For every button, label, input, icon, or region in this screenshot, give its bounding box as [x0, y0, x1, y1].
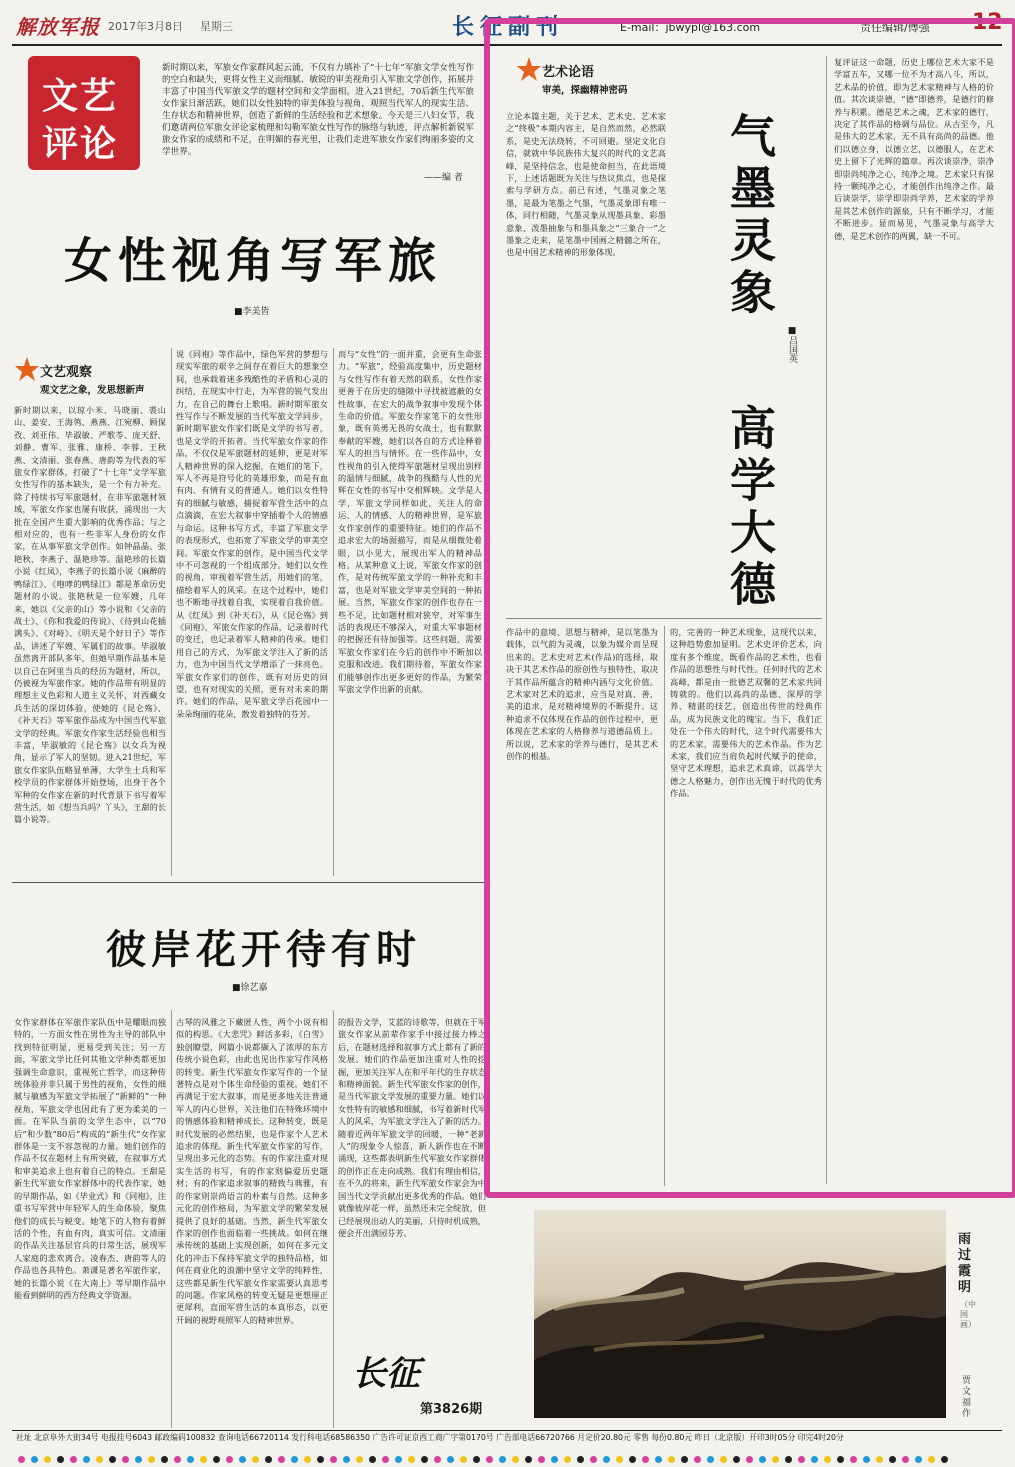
article3-author: ■吕国英	[787, 326, 797, 363]
column-logo-line1: 文艺	[42, 75, 119, 117]
article2-col1: 女作家群体在军旅作家队伍中是耀眼而独特的，一方面女性在男性为主导的部队中找到特征明显，更易受到关注；另一方面，军旅文学比任何其他文学种类都更加强调生命意识，重视死亡哲学，而这种传统体验并非只属于男性的视角，女性的细腻与敏感为军旅文学拓展了“新鲜的”一种视角，军旅文学也因此有了更为柔美的一面。在军队当前的文学生态中，以“70后”和少数“80后”构成的“新生代”女作家群体是一支不容忽视的力量。她们创作的作品不仅在题材上有所突破，在叙事方式和审美追求上也有着自己的特点。王甜是新生代军旅女作家群体中的代表作家，她的早期作品，如《毕业式》和《同袍》，注重书写军营中年轻军人的生命体验，聚焦他们的成长与蜕变。她笔下的人物有着鲜活的个性，有血有肉，真实可信。文清丽的作品关注基层官兵的日常生活，展现军人家庭的悲欢离合。凌春杰、唐韵等人的作品也各具特色。萧潇是著名军旅作家，她的长篇小说《在大南上》等早期作品中能看到鲜明的西方经典文学资源。	[14, 1017, 166, 1300]
divider	[171, 348, 172, 876]
divider	[171, 1010, 172, 1428]
divider	[333, 348, 334, 876]
article3-colA: 立论本篇主题，关于艺术、艺术史、艺术家之“终极”本期内容主，是自然而然，必然联系，是史无法绕转，不可回避。坚定文化自信，就就中华民族伟大复兴的时代的文艺高峰，是坚持信念，也是使命担当，在此语境下，上述话题既为关注与热议焦点，也是探索与学研方点。前已有述，气墨灵象之笔墨，是最为笔墨之气墨，气墨灵象即有唯一体，同行相随，气墨灵象从现墨具象、彩墨意象、泼墨抽象与和墨具象之“三象合一”之墨象之走来，是笔墨中国画之精髓之所在，也是中国艺术精神的形象体现。	[506, 111, 666, 258]
article3-colD: 复评证这一命题，历史上哪位艺术大家不是学富五车，又哪一位不为才高八斗，所以，艺术品的价值，即为艺术家精神与人格的价值。其次谈崇德，“德”即德养，是德行的修养与积累。德是艺术之魂，艺术家的德行，决定了其作品的格调与品位。从古至今，凡是伟大的艺术家，无不具有高尚的品德。他们以德立身，以德立艺，以德服人，在艺术史上留下了光辉的篇章。再次谈崇净，崇净即崇尚纯净之心，纯净之境。艺术家只有保持一颗纯净之心，才能创作出纯净之作。最后谈崇学，崇学即崇尚学养，艺术家的学养是其艺术创作的源泉，只有不断学习，才能不断进步。显而易见，气墨灵象与高学大德，是艺术创作的两翼，缺一不可。	[834, 57, 994, 241]
article3-title-part2: 高学大德	[723, 404, 777, 612]
article3-title-part1: 气墨灵象	[723, 112, 777, 320]
bottom-logo: 长征	[352, 1354, 420, 1394]
editor: 责任编辑/傅强	[860, 21, 930, 34]
intro-sign: ——编 者	[424, 173, 463, 183]
article1-title: 女性视角写军旅	[64, 233, 443, 289]
obs-section-label: 文艺观察	[40, 365, 93, 380]
article1-col3: 而与“女性”的一面并重，会更有生命张力。“军旅”，经验高度集中，历史题材与女性写作有着天然的联系，女性作家更善于在历史的缝隙中寻找被遮蔽的女性故事，在宏大的战争叙事中发现个体生命的价值。军旅女作家笔下的女性形象，既有英勇无畏的女战士，也有默默奉献的军嫂，她们以各自的方式诠释着军人的担当与情怀。在一些作品中，女性视角的引入使得军旅题材呈现出别样的温情与细腻，战争的残酷与人性的光辉在女性的书写中交相辉映。文学是人学，军旅文学同样如此，关注人的命运、人的情感、人的精神世界，是军旅女作家创作的重要特征。她们的作品不追求宏大的场面描写，而是从细微处着眼，以小见大，展现出军人的精神品格。从某种意义上说，军旅女作家的创作，是对传统军旅文学的一种补充和丰富，也是对军旅文学审美空间的一种拓展。当然，军旅女作家的创作也存在一些不足，比如题材相对狭窄，对军事生活的表现还不够深入，对重大军事题材的把握还有待加强等。这些问题，需要军旅女作家们在今后的创作中不断加以克服和改进。我们期待着，军旅女作家们能够创作出更多更好的作品，为繁荣军旅文学作出新的贡献。	[338, 349, 482, 694]
supplement-name: 长征副刊	[452, 14, 565, 40]
article3-colC: 的，完善的一种艺术现象，这现代以来，这种趋势愈加显明。艺术史评价艺术，向度有多个维度，既看作品的艺术性，也看作品的思想性与时代性。任何时代的艺术高峰，都是由一批德艺双馨的艺术家共同铸就的。他们以高尚的品德、深厚的学养、精湛的技艺，创造出传世的经典作品，成为民族文化的瑰宝。当下，我们正处在一个伟大的时代，这个时代需要伟大的艺术家，需要伟大的艺术作品。作为艺术家，我们应当肩负起时代赋予的使命，坚守艺术理想，追求艺术真谛，以高学大德之人格魅力，创作出无愧于时代的优秀作品。	[670, 627, 822, 799]
issue-number: 第3826期	[420, 1402, 483, 1417]
divider	[333, 1010, 334, 1428]
section-rule	[506, 618, 822, 619]
article2-col2: 古琴的风雅之下藏匿人性，两个小说有相似的构思。《大悲咒》鲜活多彩，《白雪》独创瞭望，网篇小说都撷入了浓厚的东方传统小说色彩，由此也见出作家写作风格的转变。新生代军旅女作家写作的一个显著特点是对个体生命经验的重视。她们不再满足于宏大叙事，而是更多地关注普通军人的内心世界，关注他们在特殊环境中的情感体验和精神成长。这种转变，既是时代发展的必然结果，也是作家个人艺术追求的体现。新生代军旅女作家的写作，呈现出多元化的态势。有的作家注重对现实生活的书写，有的作家则偏爱历史题材；有的作家追求叙事的精致与典雅，有的作家则崇尚语言的朴素与自然。这种多元化的创作格局，为军旅文学的繁荣发展提供了良好的基础。当然，新生代军旅女作家的创作也面临着一些挑战。如何在继承传统的基础上实现创新，如何在多元文化的冲击下保持军旅文学的独特品格，如何在商业化的浪潮中坚守文学的纯粹性，这些都是新生代军旅女作家需要认真思考的问题。作家风格的转变无疑是更想厘正更犀利，直面军营生活的本真形态，以更开阔的视野观照军人的精神世界。	[176, 1017, 328, 1325]
painting-medium: （中国画）	[960, 1300, 976, 1329]
divider	[664, 626, 665, 1186]
star-icon	[14, 356, 40, 382]
painting-image	[534, 1210, 946, 1418]
obs-section-sub: 观文艺之象，发思想新声	[40, 385, 145, 396]
article3-colB: 作品中的意境、思想与精神，是以笔墨为载体，以气韵为灵魂，以象为媒介而呈现出来的。艺术史对艺术(作品)的选择，取决于其艺术作品的原创性与独特性，取决于其作品所蕴含的精神内涵与文化价值。艺术家对艺术的追求，应当是对真、善、美的追求，是对精神境界的不断提升。这种追求不仅体现在作品的创作过程中，更体现在艺术家的人格修养与道德品质上。所以说，艺术家的学养与德行，是其艺术创作的根基。	[506, 627, 658, 762]
footer-info: 社址 北京阜外大街34号 电报挂号6043 邮政编码100832 查询电话66720114 发行科电话68586350 广告许可证京西工商广字第0170号 广告部电话66720766 月定价20.80元 零售 每份0.80元 昨日（北京版）开印3时05分 印完4时20分	[16, 1433, 844, 1442]
paper-name: 解放军报	[16, 15, 100, 39]
intro-text: 新时期以来，军旅女作家群风起云涌，不仅有力填补了“十七年”军旅文学女性写作的空白和缺失，更将女性主义而细腻、敏锐的审美视角引入军旅文学创作，拓展并丰富了中国当代军旅文学的题材空间和文学面相。进入21世纪，70后新生代军旅女作家日渐活跃，她们以女性独特的审美体验与视角，观照当代军人的现实生活、生存状态和精神世界，创造了新鲜的生活经验和艺术想象。今天是三八妇女节，我们邀请两位军旅女评论家梳理和勾勒军旅女性写作的脉络与轨迹，评点解析新锐军旅女作家的成绩和不足，在明媚的春光里，让我们走进军旅女作家们绚丽多姿的文学世界。	[162, 63, 474, 157]
art-section	[516, 56, 656, 96]
article2-author: ■徐艺嘉	[232, 983, 268, 993]
star-icon	[516, 56, 542, 82]
article2-col3: 的报告文学，艾蓝的诗歌等，但就在于军旅女作家从前辈作家手中接过接力棒之后，在题材选择和叙事方式上都有了新的发展。她们的作品更加注重对人性的挖掘，更加关注军人在和平年代的生存状态和精神面貌。新生代军旅女作家的创作，是当代军旅文学发展的重要力量。她们以女性特有的敏感和细腻，书写着新时代军人的风采，为军旅文学注入了新的活力。随着近两年军旅文学的回暖，一种“老新人”的现象令人惊喜，新人新作也在不断涌现，这些都表明新生代军旅女作家群体的创作正在走向成熟。我们有理由相信，在不久的将来，新生代军旅女作家会为中国当代文学贡献出更多优秀的作品。她们就像彼岸花一样，虽然还未完全绽放，但已经展现出动人的美丽，只待时机成熟，便会开出满园芬芳。	[338, 1017, 486, 1238]
section-rule	[12, 882, 484, 883]
art-section-label: 艺术论语	[542, 65, 595, 80]
issue-date: 2017年3月8日	[108, 20, 183, 33]
color-registration-marks	[18, 1448, 998, 1458]
article2-title: 彼岸花开待有时	[106, 926, 421, 973]
column-logo	[28, 56, 140, 170]
email: E-mail：jbwypl@163.com	[620, 21, 761, 34]
footer-rule	[12, 1430, 1002, 1431]
article1-col1: 新时期以来，以琼小米、马晓丽、裘山山、姜安、王海鸰、燕燕、江宛柳、顾保孜、刘亚伟、毕淑敏、严歌苓、庞天舒、刘静、曹军、张雅、康桥、李蓉、王秋燕、文清丽、张春燕、唐韵等为代表的军旅女作家群体，打破了“十七年”文学军旅女性写作的基本缺失，是一个有力补充。除了持续书写军旅题材，在非军旅题材领域，军旅女作家也屡有收获，涌现出一大批在全国产生重大影响的优秀作品；与之相对应的，也有一些非军人身份的女作家，在从事军旅文学创作。如钟晶晶、张艳秋、李燕子、温艳珍等。温艳珍的长篇小说《红凤》，李燕子的长篇小说《麻醉的鸭绿江》、《咆哮的鸭绿江》都是革命历史题材的小说。张艳秋是一位军嫂，几年来，她以《父亲的山》等小说和《父亲的战士》、《你和我爱的传说》、《待到山花插满头》、《对峙》、《明天是个好日子》等作品，讲述了军嫂、军属们的故事。毕淑敏虽然离开部队多年，但她早期作品基本是以自己在阿里当兵的经历为题材，所以，仍被视为军旅作家。她的作品带有明显的理想主义色彩和人道主义关怀，对西藏女兵生活的深切体验，使她的《昆仑殇》、《补天石》等军旅作品成为中国当代军旅文学的经典。军旅女作家生活经验也相当丰富，毕淑敏的《昆仑殇》以女兵为视角，显示了军人的坚韧。进入21世纪，军旅女作家队伍略显单薄，大学生士兵和军校学员的作家群体开始登场，出身于各个军种的女作家在新的时代背景下书写着军营生活，如《想当兵吗？丫头》，王甜的长篇小说等。	[14, 405, 166, 825]
article1-col2: 说《同袍》等作品中，绿色军营的梦想与现实军旅的艰辛之间存在着巨大的想象空间，也承载着迷多残酷性的矛盾和心灵的纠结，在现实中行走，为军营的锐气发出力，在自己的舞台上歌唱。新时期军旅女性写作与不断发展的当代军旅文学同步，新时期军旅女作家们既是文学的书写者，也是文学的开拓者。当代军旅女作家的作品，不仅仅是军旅题材的延伸，更是对军人精神世界的深入挖掘，在她们的笔下，军人不再是符号化的英雄形象，而是有血有肉、有情有义的普通人。她们以女性特有的细腻与敏感，捕捉着军营生活中的点点滴滴，在宏大叙事中穿插着个人的情感与命运。这种书写方式，丰富了军旅文学的表现形式，也拓宽了军旅文学的审美空间。军旅女作家的创作，是中国当代文学中不可忽视的一个组成部分。她们以女性的视角，审视着军营生活，用她们的笔，描绘着军人的风采。在这个过程中，她们也不断地寻找着自我，实现着自我价值。从《红凤》到《补天石》，从《昆仑殇》到《同袍》，军旅女作家的作品，记录着时代的变迁，也记录着军人精神的传承。她们用自己的方式，为军旅文学注入了新的活力，也为中国当代文学增添了一抹亮色。军旅女作家们的创作，既有对历史的回望，也有对现实的关照，更有对未来的期许。她们的作品，是军旅文学百花园中一朵朵绚丽的花朵，散发着独特的芬芳。	[176, 349, 328, 719]
art-section-sub: 审美，探幽精神密码	[542, 85, 628, 96]
painting-artist: 贾文福 作	[962, 1376, 972, 1419]
landscape-painting	[534, 1210, 946, 1418]
article1-author: ■李美皆	[234, 307, 270, 317]
issue-weekday: 星期三	[200, 20, 233, 33]
page-number: 12	[972, 10, 1003, 35]
painting-title: 雨过霞明	[958, 1232, 972, 1295]
divider	[826, 56, 827, 1184]
obs-section	[14, 356, 164, 396]
column-logo-line2: 评论	[42, 123, 119, 165]
